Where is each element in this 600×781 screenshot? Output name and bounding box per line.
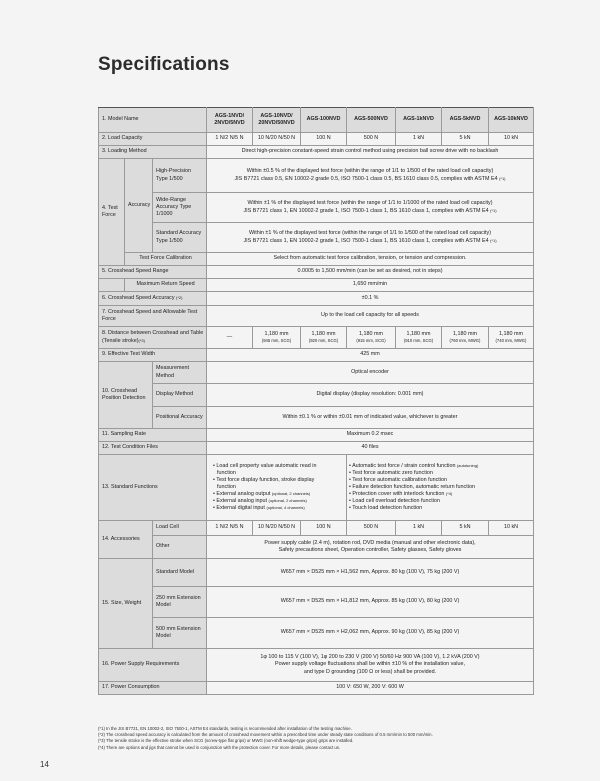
- row-test-force-standard: [99, 223, 534, 253]
- functions-list-left: [207, 455, 347, 521]
- row-standard-functions: [99, 455, 534, 521]
- distance-value: —: [207, 327, 253, 349]
- accuracy-standards: JIS B7721 class 1, EN 10002-2 grade 1, ISO 7500-1 class 1, BS 1610 class 1, complies with ASTM E4: [243, 207, 489, 214]
- size-model-value: W657 mm × D525 mm × H1,562 mm, Approx. 80 kg (100 V), 75 kg (200 V): [207, 559, 534, 587]
- row-position-measurement: [99, 362, 534, 384]
- accuracy-label: Accuracy: [125, 159, 153, 253]
- row-test-force-wide-range: [99, 193, 534, 223]
- load-capacity-value: 1 kN: [396, 133, 442, 146]
- row-size-250: [99, 587, 534, 618]
- model-header: AGS-1NVD/ 2NVD/5NVD: [207, 108, 253, 133]
- distance-value: 1,180 mm (920 mm, SCG): [301, 327, 347, 349]
- load-cell-value: 100 N: [301, 521, 347, 536]
- calibration-label: Test Force Calibration: [125, 253, 207, 266]
- load-capacity-value: 10 N/20 N/50 N: [253, 133, 301, 146]
- power-supply-label: 16. Power Supply Requirements: [99, 649, 207, 682]
- load-capacity-value: 500 N: [347, 133, 396, 146]
- power-consumption-value: 100 V: 650 W, 200 V: 600 W: [207, 682, 534, 695]
- row-test-force-high-precision: [99, 159, 534, 193]
- function-item: • External analog input (optional, 2 channels): [213, 498, 307, 505]
- row-test-condition-files: [99, 442, 534, 455]
- specifications-table: [98, 107, 534, 695]
- speed-range-label: 5. Crosshead Speed Range: [99, 266, 207, 279]
- footnote-ref: (*1): [490, 237, 497, 243]
- footnote: (*3) The tensile stroke is the effective stroke when SCG (screw-type flat grips) or MWG (non-shift wedge-type grips) grips are installed.: [98, 738, 354, 744]
- speed-accuracy-value: ±0.1 %: [207, 292, 534, 306]
- function-item: function: [217, 469, 236, 476]
- row-accessories-load-cell: [99, 521, 534, 536]
- distance-label-sub: (Tensile stroke): [102, 337, 139, 344]
- accuracy-line: Within ±1 % of the displayed test force (within the range of 1/1 to 1/500 of the rated load cell capacity): [248, 230, 492, 237]
- other-label: Other: [153, 536, 207, 559]
- load-cell-label: Load Cell: [153, 521, 207, 536]
- footnote-ref: (*2): [176, 294, 183, 300]
- function-item: • Automatic test force / strain control function (autotuning): [349, 462, 479, 469]
- function-item: function: [217, 483, 236, 490]
- function-item: • Load cell property value automatic read in: [213, 462, 317, 469]
- other-value: [207, 536, 534, 559]
- footnotes: [98, 726, 538, 751]
- distance-value: 1,180 mm (740 mm, MWG): [489, 327, 534, 349]
- position-detection-label: 10. Crosshead Position Detection: [99, 362, 153, 429]
- accuracy-standards: JIS B7721 class 1, EN 10002-2 grade 1, ISO 7500-1 class 1, BS 1610 class 1, complies with ASTM E4: [243, 237, 489, 244]
- power-line: Power supply voltage fluctuations shall be within ±10 % of the installation value,: [275, 661, 465, 668]
- load-cell-value: 5 kN: [442, 521, 489, 536]
- model-header: AGS-100NVD: [301, 108, 347, 133]
- load-capacity-label: 2. Load Capacity: [99, 133, 207, 146]
- other-line: Safety precautions sheet, Operation controller, Safety glasses, Safety gloves: [278, 547, 462, 553]
- footnote: (*1) In the JIS B7721, EN 10002-2, ISO 7500-1, ASTM E4 standards, testing is recommended after installation of the testing machine.: [98, 726, 352, 731]
- function-item: • Touch load detection function: [349, 505, 423, 512]
- accuracy-type-value: [207, 159, 534, 193]
- footnote: (*2) The crosshead speed accuracy is calculated from the amount of crosshead movement within a prescribed time under steady state conditions of 0.5 mm/min to 500 mm/min.: [98, 732, 433, 738]
- size-model-value: W657 mm × D525 mm × H1,812 mm, Approx. 85 kg (100 V), 80 kg (200 V): [207, 587, 534, 618]
- function-item: • Test force automatic zero function: [349, 469, 433, 476]
- row-accessories-other: [99, 536, 534, 559]
- allowable-force-value: Up to the load cell capacity for all speeds: [207, 306, 534, 327]
- accuracy-line: Within ±1 % of the displayed test force (within the range of 1/1 to 1/1000 of the rated load cell capacity): [247, 200, 493, 207]
- model-header: AGS-500NVD: [347, 108, 396, 133]
- measurement-method-label: Measurement Method: [153, 362, 207, 384]
- footnote: (*4) There are options and jigs that cannot be used in conjunction with the protection cover. For more details, please contact us.: [98, 744, 341, 750]
- distance-value: 1,180 mm (760 mm, MWG): [442, 327, 489, 349]
- allowable-force-label: 7. Crosshead Speed and Allowable Test Force: [99, 306, 207, 327]
- load-capacity-value: 10 kN: [489, 133, 534, 146]
- row-positional-accuracy: [99, 407, 534, 429]
- size-model-label: 250 mm Extension Model: [153, 587, 207, 618]
- page-title: Specifications: [98, 54, 230, 75]
- load-cell-value: 1 N/2 N/5 N: [207, 521, 253, 536]
- row-crosshead-speed-range: [99, 266, 534, 279]
- display-method-value: Digital display (display resolution: 0.001 mm): [207, 384, 534, 407]
- load-capacity-value: 5 kN: [442, 133, 489, 146]
- size-model-value: W657 mm × D525 mm × H2,062 mm, Approx. 90 kg (100 V), 85 kg (200 V): [207, 618, 534, 649]
- row-max-return-speed: [99, 279, 534, 292]
- row-size-standard: [99, 559, 534, 587]
- row-power-supply: [99, 649, 534, 682]
- power-line: and type D grounding (100 Ω or less) shall be provided.: [303, 668, 437, 675]
- calibration-value: Select from automatic test force calibration, tension, or tension and compression.: [207, 253, 534, 266]
- load-capacity-value: 1 N/2 N/5 N: [207, 133, 253, 146]
- other-line: Power supply cable (2.4 m), rotation rod, DVD media (manual and other electronic data),: [264, 539, 476, 546]
- accuracy-line: Within ±0.5 % of the displayed test force (within the range of 1/1 to 1/500 of the rated load cell capacity): [246, 168, 494, 175]
- row-position-display: [99, 384, 534, 407]
- accessories-label: 14. Accessories: [99, 521, 153, 559]
- row-model-name: [99, 108, 534, 133]
- accuracy-type-value: [207, 193, 534, 223]
- positional-accuracy-label: Positional Accuracy: [153, 407, 207, 429]
- row-distance: [99, 327, 534, 349]
- distance-value: 1,180 mm (910 mm, SCG): [396, 327, 442, 349]
- load-cell-value: 1 kN: [396, 521, 442, 536]
- accuracy-type-value: [207, 223, 534, 253]
- sampling-rate-value: Maximum 0.2 msec: [207, 429, 534, 442]
- test-force-label: 4. Test Force: [99, 159, 125, 266]
- distance-label: 8. Distance between Crosshead and Table: [102, 330, 204, 337]
- function-item: • Protection cover with interlock function (*4): [349, 491, 453, 497]
- distance-value: 1,180 mm (915 mm, SCG): [347, 327, 396, 349]
- function-item: • Load cell overload detection function: [349, 498, 440, 505]
- row-size-500: [99, 618, 534, 649]
- model-header: AGS-10NVD/ 20NVD/50NVD: [253, 108, 301, 133]
- load-capacity-value: 100 N: [301, 133, 347, 146]
- function-item: • Test force automatic calibration function: [349, 476, 447, 483]
- loading-method-label: 3. Loading Method: [99, 146, 207, 159]
- condition-files-value: 40 files: [207, 442, 534, 455]
- row-test-force-calibration: [99, 253, 534, 266]
- function-item: • Failure detection function, automatic return function: [349, 483, 475, 490]
- positional-accuracy-value: Within ±0.1 % or within ±0.01 mm of indicated value, whichever is greater: [207, 407, 534, 429]
- power-consumption-label: 17. Power Consumption: [99, 682, 207, 695]
- page-number: 14: [40, 760, 49, 769]
- model-header: AGS-10kNVD: [489, 108, 534, 133]
- load-cell-value: 10 kN: [489, 521, 534, 536]
- function-item: • External analog output (optional, 2 channels): [213, 491, 311, 497]
- accuracy-type-label: High-Precision Type 1/500: [153, 159, 207, 193]
- effective-width-value: 425 mm: [207, 349, 534, 362]
- footnote-ref: (*1): [499, 175, 506, 181]
- row-power-consumption: [99, 682, 534, 695]
- size-weight-label: 15. Size, Weight: [99, 559, 153, 649]
- row-speed-allowable-force: [99, 306, 534, 327]
- return-speed-value: 1,650 mm/min: [207, 279, 534, 292]
- functions-list-right: [347, 455, 534, 521]
- model-header: AGS-5kNVD: [442, 108, 489, 133]
- accuracy-type-label: Standard Accuracy Type 1/500: [153, 223, 207, 253]
- size-model-label: 500 mm Extension Model: [153, 618, 207, 649]
- standard-functions-label: 13. Standard Functions: [99, 455, 207, 521]
- return-speed-label: Maximum Return Speed: [125, 279, 207, 292]
- load-cell-value: 500 N: [347, 521, 396, 536]
- function-item: • Test force display function, stroke display: [213, 476, 315, 483]
- accuracy-type-label: Wide-Range Accuracy Type 1/1000: [153, 193, 207, 223]
- power-line: 1φ 100 to 115 V (100 V), 1φ 200 to 230 V (200 V) 50/60 Hz 900 VA (100 V), 1.2 kVA (200 V): [260, 654, 480, 661]
- footnote-ref: (*3): [138, 337, 145, 343]
- row-loading-method: [99, 146, 534, 159]
- measurement-method-value: Optical encoder: [207, 362, 534, 384]
- display-method-label: Display Method: [153, 384, 207, 407]
- distance-value: 1,180 mm (945 mm, SCG): [253, 327, 301, 349]
- model-name-label: 1. Model Name: [99, 108, 207, 133]
- effective-width-label: 9. Effective Test Width: [99, 349, 207, 362]
- loading-method-value: Direct high-precision constant-speed strain control method using precision ball screw drive with no backlash: [207, 146, 534, 159]
- speed-range-value: 0.0005 to 1,500 mm/min (can be set as desired, not in steps): [207, 266, 534, 279]
- footnote-ref: (*1): [490, 207, 497, 213]
- size-model-label: Standard Model: [153, 559, 207, 587]
- sampling-rate-label: 11. Sampling Rate: [99, 429, 207, 442]
- power-supply-value: [207, 649, 534, 682]
- load-cell-value: 10 N/20 N/50 N: [253, 521, 301, 536]
- model-header: AGS-1kNVD: [396, 108, 442, 133]
- row-effective-width: [99, 349, 534, 362]
- speed-accuracy-label: 6. Crosshead Speed Accuracy: [102, 294, 175, 301]
- accuracy-standards: JIS B7721 class 0.5, EN 10002-2 grade 0.5, ISO 7500-1 class 0.5, BS 1610 class 0.5, complies with ASTM E4: [234, 175, 498, 182]
- row-load-capacity: [99, 133, 534, 146]
- condition-files-label: 12. Test Condition Files: [99, 442, 207, 455]
- function-item: • External digital input (optional, 4 channels): [213, 505, 305, 512]
- row-crosshead-speed-accuracy: [99, 292, 534, 306]
- row-sampling-rate: [99, 429, 534, 442]
